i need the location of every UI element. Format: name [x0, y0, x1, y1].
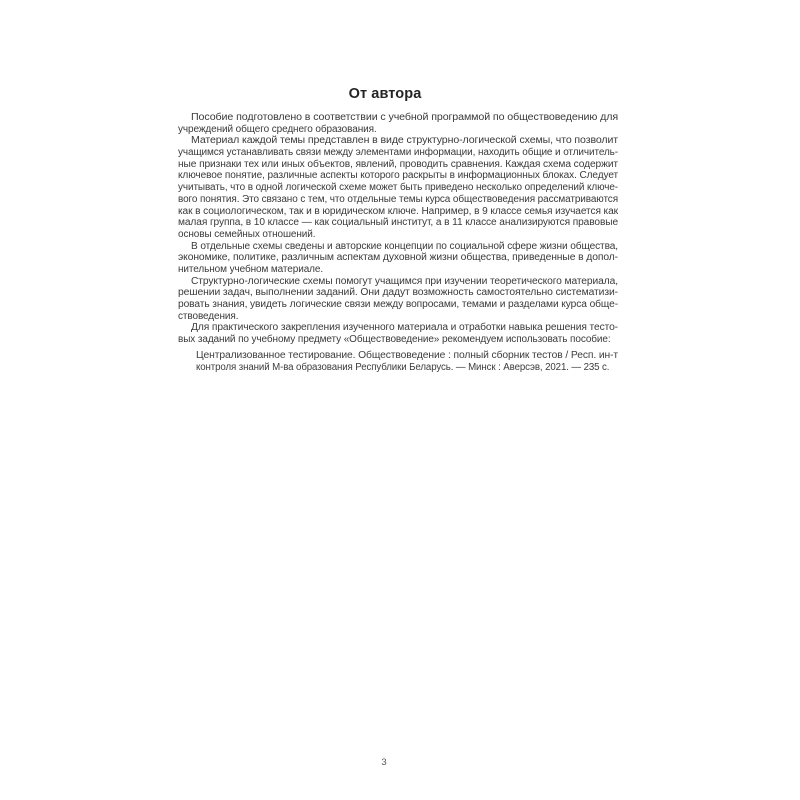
text-line: Централизованное тестирование. Обществоведение : полный сборник тестов / Респ. ин-т [196, 349, 618, 361]
text-line: учреждений общего среднего образования. [178, 123, 377, 135]
text-line: вого понятия. Это связано с тем, что отдельные темы курса обществоведения рассматриваются [178, 193, 618, 205]
text-line: нительном учебном материале. [178, 263, 324, 275]
text-line: как в социологическом, так и в юридическом ключе. Например, в 9 классе семья изучается как [178, 205, 618, 217]
reference-paragraph [196, 350, 618, 374]
text-line: ные признаки тех или иных объектов, явлений, проводить сравнения. Каждая схема содержит [178, 158, 618, 170]
body-paragraph [178, 322, 618, 345]
text-line: Пособие подготовлено в соответствии с учебной программой по обществоведению для [191, 112, 618, 123]
text-line: ключевое понятие, различные аспекты которого раскрыты в информационных блоках. Следует [178, 170, 618, 182]
text-line: контроля знаний М-ва образования Республики Беларусь. — Минск : Аверсэв, 2021. — 235 с. [196, 361, 610, 373]
page-title: От автора [348, 86, 422, 102]
text-line: малая группа, в 10 классе — как социальный институт, а в 11 классе анализируются правовые [178, 217, 618, 229]
body-paragraph [178, 276, 618, 323]
text-line: Для практического закрепления изученного материала и отработки навыка решения тесто- [191, 322, 618, 334]
text-line: ствоведения. [178, 310, 239, 322]
body-paragraph [178, 112, 618, 135]
text-line: экономике, политике, различным аспектам духовной жизни общества, приведенные в допол- [178, 252, 618, 264]
text-line: Структурно-логические схемы помогут учащимся при изучении теоретического материала, [191, 275, 618, 287]
text-line: решении задач, выполнении заданий. Они дадут возможность самостоятельно систематизи- [178, 287, 618, 299]
body-paragraph [178, 241, 618, 276]
text-line: учащимся устанавливать связи между элементами информации, находить общие и отличитель- [178, 147, 618, 159]
text-line: Материал каждой темы представлен в виде структурно-логической схемы, что позволит [191, 135, 618, 147]
text-line: учитывать, что в одной логической схеме может быть приведено несколько определений ключе- [178, 182, 618, 194]
text-line: основы семейных отношений. [178, 228, 316, 240]
text-line: вых заданий по учебному предмету «Обществоведение» рекомендуем использовать пособие: [178, 334, 611, 346]
paragraphs [178, 112, 618, 374]
page-number: 3 [381, 757, 387, 768]
text-line: ровать знания, увидеть логические связи между вопросами, темами и разделами курса обще- [178, 299, 618, 310]
body-paragraph [178, 135, 618, 240]
text-line: В отдельные схемы сведены и авторские концепции по социальной сфере жизни общества, [191, 240, 618, 252]
